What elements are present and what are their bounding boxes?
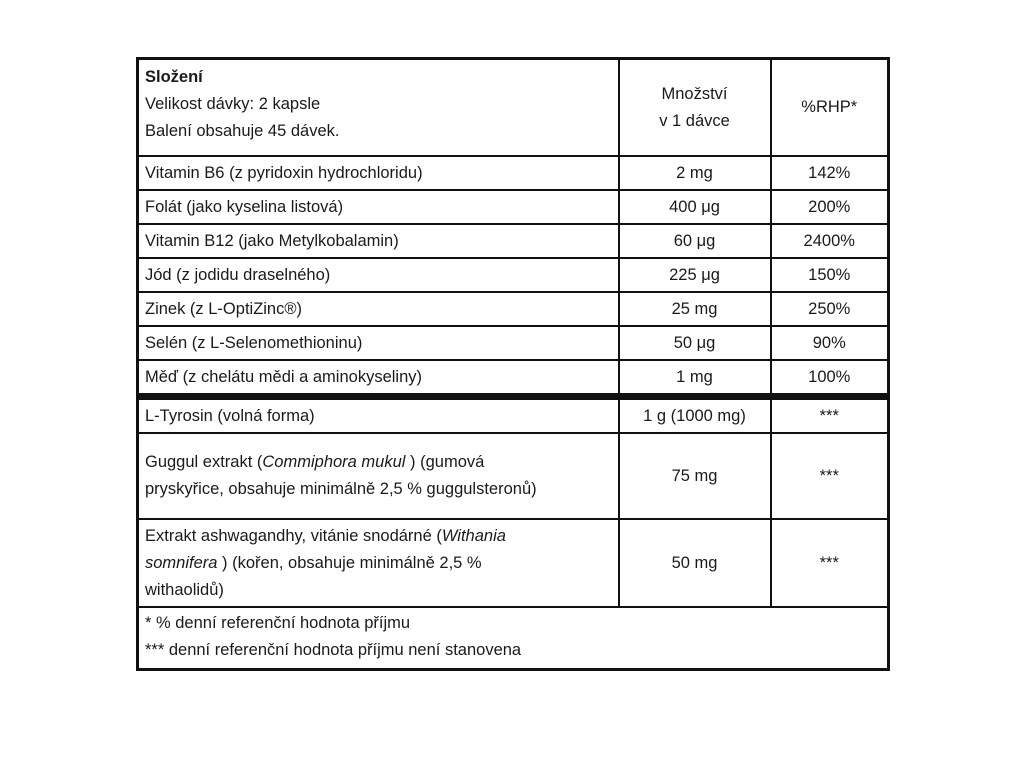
- ashwagandha-latin-species: somnifera: [145, 553, 218, 572]
- table-row: [138, 360, 889, 397]
- nutrient-name: Folát (jako kyselina listová): [138, 190, 619, 224]
- amount-header-line1: Množství: [661, 84, 728, 103]
- guggul-name: [138, 433, 619, 519]
- nutrient-rhp: 2400%: [771, 224, 889, 258]
- footnote-rhp: * % denní referenční hodnota příjmu: [145, 614, 411, 632]
- guggul-latin-name: Commiphora mukul: [262, 453, 406, 471]
- nutrient-rhp: 142%: [771, 156, 889, 190]
- guggul-amount: 75 mg: [619, 433, 771, 519]
- tyrosin-name: L-Tyrosin (volná forma): [138, 397, 619, 434]
- tyrosin-amount: 1 g (1000 mg): [619, 397, 771, 434]
- ashwagandha-amount: 50 mg: [619, 519, 771, 607]
- nutrient-rhp: 90%: [771, 326, 889, 360]
- table-row: [138, 258, 889, 292]
- amount-header-line2: v 1 dávce: [659, 111, 730, 130]
- nutrient-rhp: 150%: [771, 258, 889, 292]
- table-row: [138, 326, 889, 360]
- header-row: [138, 59, 889, 157]
- ashwagandha-latin-genus: Withania: [441, 526, 506, 545]
- table-row: [138, 190, 889, 224]
- nutrient-amount: 50 μg: [619, 326, 771, 360]
- servings-per-pack: Balení obsahuje 45 dávek.: [145, 122, 340, 140]
- footnote-not-established: *** denní referenční hodnota příjmu není stanovena: [145, 641, 522, 659]
- nutrient-amount: 25 mg: [619, 292, 771, 326]
- nutrient-amount: 225 μg: [619, 258, 771, 292]
- tyrosin-rhp: ***: [771, 397, 889, 434]
- ashwagandha-line3: withaolidů): [145, 580, 224, 599]
- ashwagandha-rhp: ***: [771, 519, 889, 607]
- nutrient-amount: 60 μg: [619, 224, 771, 258]
- table-row-guggul: [138, 433, 889, 519]
- footnotes: [138, 607, 889, 670]
- nutrient-rhp: 250%: [771, 292, 889, 326]
- rhp-header-cell: %RHP*: [771, 59, 889, 157]
- supplement-facts-table: [136, 57, 890, 671]
- serving-size: Velikost dávky: 2 kapsle: [145, 95, 321, 113]
- table-row: [138, 156, 889, 190]
- table-row: [138, 292, 889, 326]
- guggul-line2: pryskyřice, obsahuje minimálně 2,5 % guggulsteronů): [145, 480, 537, 498]
- amount-header-cell: [619, 59, 771, 157]
- nutrient-name: Jód (z jodidu draselného): [138, 258, 619, 292]
- nutrient-name: Vitamin B12 (jako Metylkobalamin): [138, 224, 619, 258]
- nutrient-name: Zinek (z L-OptiZinc®): [138, 292, 619, 326]
- table-row-ashwagandha: [138, 519, 889, 607]
- nutrient-rhp: 100%: [771, 360, 889, 397]
- nutrient-amount: 2 mg: [619, 156, 771, 190]
- nutrient-name: Vitamin B6 (z pyridoxin hydrochloridu): [138, 156, 619, 190]
- nutrient-amount: 400 μg: [619, 190, 771, 224]
- table-row: [138, 224, 889, 258]
- nutrient-amount: 1 mg: [619, 360, 771, 397]
- nutrient-name: Měď (z chelátu mědi a aminokyseliny): [138, 360, 619, 397]
- ashwagandha-line1: Extrakt ashwagandhy, vitánie snodárné (Withania: [145, 526, 506, 545]
- nutrient-rhp: 200%: [771, 190, 889, 224]
- table-row-tyrosin: [138, 397, 889, 434]
- composition-title: Složení: [145, 68, 203, 86]
- guggul-rhp: ***: [771, 433, 889, 519]
- composition-header-cell: [138, 59, 619, 157]
- ashwagandha-line2: somnifera ) (kořen, obsahuje minimálně 2,5 %: [145, 553, 482, 572]
- footnote-row: [138, 607, 889, 670]
- guggul-line1: Guggul extrakt (Commiphora mukul ) (gumová: [145, 453, 485, 471]
- ashwagandha-name: [138, 519, 619, 607]
- nutrient-name: Selén (z L-Selenomethioninu): [138, 326, 619, 360]
